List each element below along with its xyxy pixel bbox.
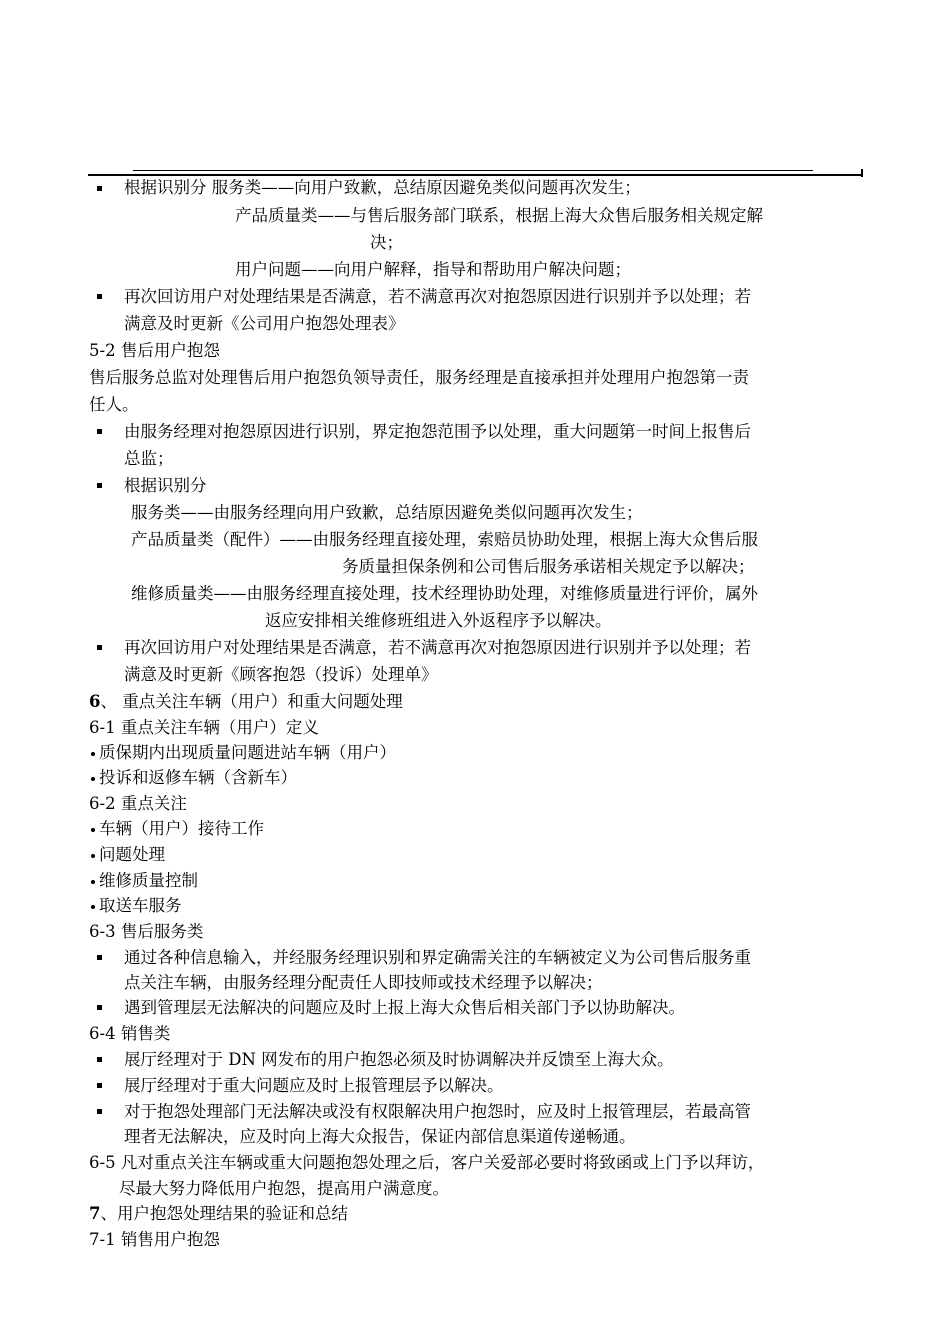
text-line: 服务类——由服务经理向用户致歉，总结原因避免类似问题再次发生； — [131, 503, 643, 522]
text-line: 售后服务总监对处理售后用户抱怨负领导责任，服务经理是直接承担并处理用户抱怨第一责 — [89, 368, 749, 387]
text-line: 尽最大努力降低用户抱怨，提高用户满意度。 — [119, 1179, 449, 1198]
subsection-heading: 6-2 重点关注 — [89, 794, 187, 813]
bullet-square — [97, 1005, 102, 1010]
text-line: 根据识别分 服务类——向用户致歉，总结原因避免类似问题再次发生； — [124, 178, 641, 197]
list-item — [89, 767, 297, 789]
header-rule-tick — [861, 169, 863, 177]
bullet-square — [97, 1083, 102, 1088]
header-rule — [88, 174, 863, 176]
text-line: 满意及时更新《顾客抱怨（投诉）处理单》 — [124, 665, 438, 684]
list-item-label: 维修质量控制 — [99, 871, 198, 890]
text-line: 用户问题——向用户解释，指导和帮助用户解决问题； — [235, 260, 631, 279]
text-line: 返应安排相关维修班组进入外返程序予以解决。 — [265, 611, 612, 630]
bullet-square — [97, 483, 102, 488]
text-line: 点关注车辆，由服务经理分配责任人即技师或技术经理予以解决； — [124, 973, 603, 992]
bullet-square — [97, 955, 102, 960]
subsection-heading: 7-1 销售用户抱怨 — [89, 1230, 220, 1249]
text-line: 根据识别分 — [124, 476, 207, 495]
subsection-heading: 6-1 重点关注车辆（用户）定义 — [89, 718, 319, 737]
section-title: 、用户抱怨处理结果的验证和总结 — [100, 1204, 348, 1223]
text-line: 维修质量类——由服务经理直接处理，技术经理协助处理，对维修质量进行评价，属外 — [131, 584, 758, 603]
text-line: 再次回访用户对处理结果是否满意，若不满意再次对抱怨原因进行识别并予以处理；若 — [124, 638, 751, 657]
list-item — [89, 818, 264, 840]
text-line: 任人。 — [89, 395, 139, 414]
section-heading — [89, 1203, 348, 1225]
text-line: 通过各种信息输入，并经服务经理识别和界定确需关注的车辆被定义为公司售后服务重 — [124, 948, 751, 967]
bullet-square — [97, 645, 102, 650]
text-line: 理者无法解决，应及时向上海大众报告，保证内部信息渠道传递畅通。 — [124, 1127, 636, 1146]
list-item-label: 投诉和返修车辆（含新车） — [99, 768, 297, 787]
list-item-label: 问题处理 — [99, 845, 165, 864]
list-item-label: 质保期内出现质量问题进站车辆（用户） — [99, 743, 396, 762]
text-line: 展厅经理对于重大问题应及时上报管理层予以解决。 — [124, 1076, 504, 1095]
text-line: 对于抱怨处理部门无法解决或没有权限解决用户抱怨时，应及时上报管理层，若最高管 — [124, 1102, 751, 1121]
text-line: 决； — [370, 233, 403, 252]
list-item — [89, 895, 182, 917]
bullet-dot — [91, 828, 95, 832]
text-line: 满意及时更新《公司用户抱怨处理表》 — [124, 314, 405, 333]
text-line: 遇到管理层无法解决的问题应及时上报上海大众售后相关部门予以协助解决。 — [124, 998, 685, 1017]
text-line: 由服务经理对抱怨原因进行识别，界定抱怨范围予以处理，重大问题第一时间上报售后 — [124, 422, 751, 441]
bullet-square — [97, 1109, 102, 1114]
subsection-heading: 6-4 销售类 — [89, 1024, 171, 1043]
subsection-heading: 6-3 售后服务类 — [89, 922, 204, 941]
section-heading — [89, 691, 403, 713]
list-item-label: 取送车服务 — [99, 896, 182, 915]
section-heading: 5-2 售后用户抱怨 — [89, 341, 220, 360]
text-line: 展厅经理对于 DN 网发布的用户抱怨必须及时协调解决并反馈至上海大众。 — [124, 1050, 674, 1069]
text-line: 务质量担保条例和公司售后服务承诺相关规定予以解决； — [342, 557, 755, 576]
text-line: 总监； — [124, 449, 174, 468]
bullet-square — [97, 186, 102, 191]
bullet-dot — [91, 854, 95, 858]
bullet-square — [97, 294, 102, 299]
list-item — [89, 844, 165, 866]
list-item — [89, 870, 198, 892]
section-number: 6 — [89, 692, 101, 711]
section-number: 7 — [89, 1204, 101, 1223]
header-rule-thin — [133, 170, 813, 171]
text-line: 产品质量类（配件）——由服务经理直接处理，索赔员协助处理，根据上海大众售后服 — [131, 530, 758, 549]
subsection-heading: 6-5 凡对重点关注车辆或重大问题抱怨处理之后，客户关爱部必要时将致函或上门予以拜访， — [89, 1153, 765, 1172]
bullet-dot — [91, 880, 95, 884]
list-item-label: 车辆（用户）接待工作 — [99, 819, 264, 838]
bullet-square — [97, 429, 102, 434]
bullet-square — [97, 1057, 102, 1062]
bullet-dot — [91, 905, 95, 909]
text-line: 产品质量类——与售后服务部门联系，根据上海大众售后服务相关规定解 — [235, 206, 763, 225]
list-item — [89, 742, 396, 764]
bullet-dot — [91, 777, 95, 781]
text-line: 再次回访用户对处理结果是否满意，若不满意再次对抱怨原因进行识别并予以处理；若 — [124, 287, 751, 306]
bullet-dot — [91, 752, 95, 756]
section-title: 、 重点关注车辆（用户）和重大问题处理 — [100, 692, 403, 711]
